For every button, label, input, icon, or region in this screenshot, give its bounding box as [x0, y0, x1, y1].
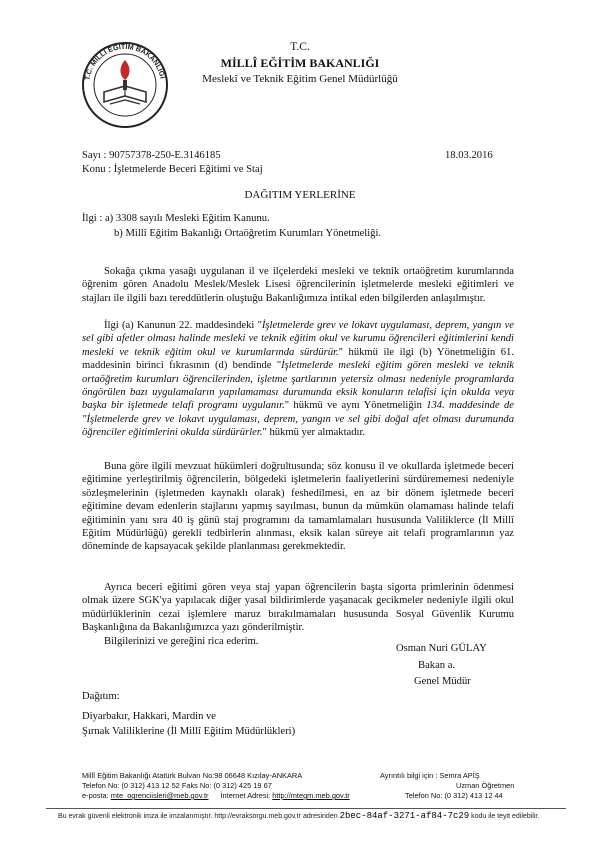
footer-contact-phone: Telefon No: (0 312) 413 12 44 — [405, 791, 503, 800]
header-ministry: MİLLÎ EĞİTİM BAKANLIĞI — [220, 56, 380, 70]
recipient-title: DAĞITIM YERLERİNE — [244, 189, 356, 201]
logo-ring-text: T.C. MİLLÎ EĞİTİM BAKANLIĞI — [82, 41, 168, 81]
document-subject: Konu : İşletmelerde Beceri Eğitimi ve Staj — [82, 164, 263, 175]
body-paragraph-1: Sokağa çıkma yasağı uygulanan il ve ilçelerdeki mesleki ve teknik ortaöğretim kurumlarında öğrenim gören Anadolu Meslek/Meslek Lisesi öğrencilerinin işletmelerde mesleki eğitimleri ve stajları ile ilgili bazı tereddütlerin oluştuğu Bakanlığımıza intikal eden bilgilerden anlaşılmıştır. — [82, 266, 514, 304]
footer-contact-line: e-posta: mte_ogrenciisleri@meb.gov.tr İnternet Adresi: http://mtegm.meb.gov.tr — [82, 791, 350, 800]
footer-contact-title: Uzman Öğretmen — [456, 781, 515, 790]
body-paragraph-3: Buna göre ilgili mevzuat hükümleri doğrultusunda; söz konusu il ve okullarda işletmede beceri eğitimine yerleştirilmiş öğrencilerin, bölgedeki işletmelerin faaliyetlerini sürdürememesi nedeniyle sözleşmelerinin (işletmeden kaynaklı olarak) feshedilmesi, en az bir dönem işletmede beceri eğitimine devam edenlerin stajlarını yapmış sayılması, bunun da mümkün olamaması halinde telafi eğitiminin yanı sıra 40 iş günü staj programını da tamamlamaları hususunda Valiliklerce (İl Millî Eğitim Müdürlüğü) gerekli tedbirlerin alınması, eksik kalan süreye ait telafi programlarının yaz döneminde de kapsayacak şekilde planlanması gerekmektedir. — [82, 461, 514, 553]
distribution-line-2: Şırnak Valiliklerine (İl Millî Eğitim Müdürlükleri) — [82, 726, 296, 737]
footer-email-link[interactable]: mte_ogrenciisleri@meb.gov.tr — [110, 791, 209, 800]
footer-divider — [46, 808, 566, 809]
footer-phone: Telefon No: (0 312) 413 12 52 Faks No: (0 312) 425 19 67 — [82, 781, 272, 790]
body-paragraph-5: Bilgilerinizi ve gereğini rica ederim. — [104, 636, 259, 647]
document-number: Sayı : 90757378-250-E.3146185 — [82, 150, 221, 161]
distribution-label: Dağıtım: — [82, 691, 120, 702]
footer-web-link[interactable]: http://mtegm.meb.gov.tr — [272, 791, 350, 800]
reference-a: İlgi : a) 3308 sayılı Mesleki Eğitim Kanunu. — [82, 213, 270, 224]
header-directorate: Meslekî ve Teknik Eğitim Genel Müdürlüğü — [202, 73, 398, 85]
distribution-line-1: Diyarbakır, Hakkari, Mardin ve — [82, 711, 217, 722]
verification-note: Bu evrak güvenli elektronik imza ile imzalanmıştır. http://evraksorgu.meb.gov.tr adresinden 2bec-84af-3271-af84-7c29 kodu ile teyit edilebilir. — [58, 811, 540, 821]
verification-code: 2bec-84af-3271-af84-7c29 — [339, 811, 470, 821]
header-tc: T.C. — [290, 41, 310, 53]
body-paragraph-2: İlgi (a) Kanunun 22. maddesindeki "İşletmelerde grev ve lokavt uygulaması, deprem, yangın ve sel gibi afetler olması halinde mesleki ve teknik eğitim okul ve kurumu öğrencileri eğitimlerini kendi mesleki ve teknik eğitim okul ve kurumlarında sürdürür." hükmü ile ilgi (b) Yönetmeliğin 61. maddesinin birinci fıkrasının (d) bendinde "İşletmelerde mesleki eğitim gören mesleki ve teknik ortaöğretim kurumları öğrencilerinden, işletme şartlarının yetersiz olması nedeniyle programlarda öngörülen bazı uygulamaların yapılamaması durumunda eksik konuların telafisi için okulda veya başka bir işletmede telafi programı uygulanır." hükmü ve aynı Yönetmeliğin 134. maddesinde de "İşletmelerde grev ve lokavt uygulaması, deprem, yangın ve sel gibi doğal afet olması durumunda öğrenciler eğitimlerini okulda sürdürürler." hükmü yer almaktadır. — [82, 320, 514, 439]
reference-b: b) Millî Eğitim Bakanlığı Ortaöğretim Kurumları Yönetmeliği. — [114, 228, 382, 239]
body-paragraph-4: Ayrıca beceri eğitimi gören veya staj yapan öğrencilerin başta sigorta primlerinin ödenmesi olmak üzere SGK'ya yapılacak diğer yasal bildirimlerde yaşanacak gecikmeler nedeniyle ilgili okul müdürlüklerinin cezai işlemlere maruz bırakılmamaları hususunda Sosyal Güvenlik Kurumu Başkanlığına da Bakanlığımızca yazı gönderilmiştir. — [82, 582, 514, 634]
signer-title: Genel Müdür — [414, 676, 471, 687]
signer-line-2: Bakan a. — [418, 660, 456, 671]
footer-contact-person: Ayrıntılı bilgi için : Semra APİŞ — [380, 771, 480, 780]
footer-address: Millî Eğitim Bakanlığı Atatürk Bulvarı No:98 06648 Kızılay-ANKARA — [82, 771, 303, 780]
document-date: 18.03.2016 — [445, 150, 493, 161]
signer-name: Osman Nuri GÜLAY — [396, 643, 487, 654]
